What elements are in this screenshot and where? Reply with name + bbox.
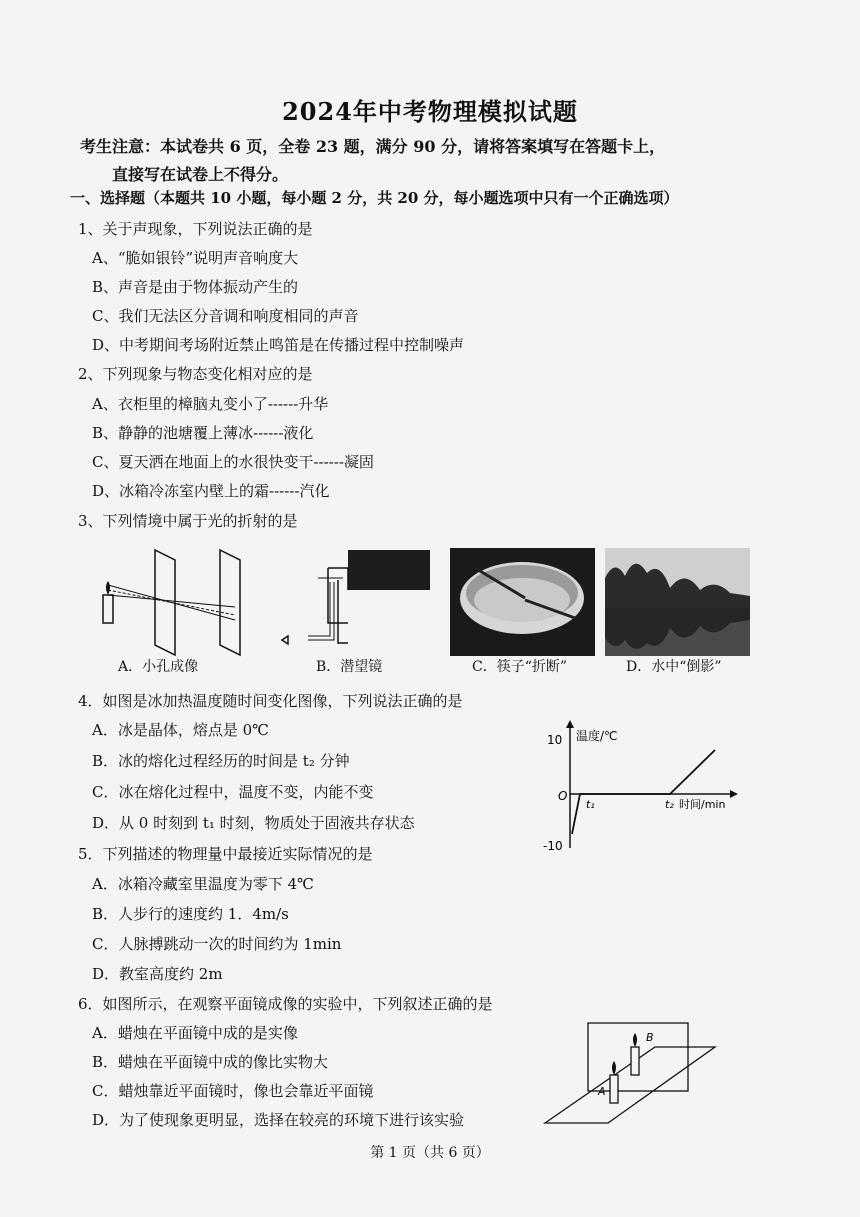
- temperature-time-graph: [525, 718, 765, 858]
- candle-a-label: A: [598, 1085, 606, 1098]
- question-4-option-d: D．从 0 时刻到 t₁ 时刻，物质处于固液共存状态: [92, 814, 415, 832]
- question-1-option-d: D、中考期间考场附近禁止鸣笛是在传播过程中控制噪声: [92, 336, 465, 354]
- question-4-option-b: B．冰的熔化过程经历的时间是 t₂ 分钟: [92, 752, 350, 770]
- graph-t2-label: t₂: [665, 798, 674, 811]
- notice-line-1: 考生注意：本试卷共 6 页，全卷 23 题，满分 90 分，请将答案填写在答题卡上，: [80, 137, 666, 156]
- question-6-option-d: D．为了使现象更明显，选择在较亮的环境下进行该实验: [92, 1111, 465, 1129]
- figure-d-label: D．水中“倒影”: [626, 659, 722, 675]
- figure-c-label: C．筷子“折断”: [472, 659, 568, 675]
- question-1-option-b: B、声音是由于物体振动产生的: [92, 278, 299, 296]
- periscope-figure: [278, 548, 433, 658]
- question-1-title: 1、关于声现象，下列说法正确的是: [78, 220, 313, 238]
- question-4-title: 4．如图是冰加热温度随时间变化图像，下列说法正确的是: [78, 692, 463, 710]
- question-1-option-a: A、“脆如银铃”说明声音响度大: [92, 249, 299, 267]
- question-5-option-d: D．教室高度约 2m: [92, 965, 223, 983]
- plane-mirror-figure: [540, 1015, 725, 1130]
- notice-line-2: 直接写在试卷上不得分。: [112, 165, 289, 184]
- question-5-title: 5．下列描述的物理量中最接近实际情况的是: [78, 845, 373, 863]
- exam-notice: [80, 133, 800, 189]
- graph-y-top-tick: 10: [547, 733, 563, 747]
- candle-b-label: B: [646, 1031, 654, 1044]
- question-5-option-b: B．人步行的速度约 1．4m/s: [92, 905, 289, 923]
- graph-y-bottom-tick: -10: [543, 839, 563, 853]
- graph-x-axis-label: 时间/min: [679, 798, 726, 811]
- water-reflection-photo: [605, 548, 750, 656]
- question-5-option-c: C．人脉搏跳动一次的时间约为 1min: [92, 935, 342, 953]
- question-1-option-c: C、我们无法区分音调和响度相同的声音: [92, 307, 359, 325]
- question-5-option-a: A．冰箱冷藏室里温度为零下 4℃: [92, 875, 314, 893]
- page-footer: 第 1 页（共 6 页）: [370, 1145, 490, 1161]
- question-3-title: 3、下列情境中属于光的折射的是: [78, 512, 298, 530]
- graph-origin-label: O: [558, 789, 568, 803]
- question-4-option-a: A．冰是晶体，熔点是 0℃: [92, 721, 269, 739]
- pinhole-camera-figure: [95, 545, 255, 660]
- question-2-title: 2、下列现象与物态变化相对应的是: [78, 365, 313, 383]
- question-2-option-c: C、夏天洒在地面上的水很快变干------凝固: [92, 453, 374, 471]
- graph-y-axis-label: 温度/℃: [576, 729, 618, 743]
- section-heading: 一、选择题（本题共 10 小题，每小题 2 分，共 20 分，每小题选项中只有一个正确选项）: [70, 189, 679, 207]
- chopsticks-bowl-photo: [450, 548, 595, 656]
- question-6-title: 6．如图所示，在观察平面镜成像的实验中，下列叙述正确的是: [78, 995, 493, 1013]
- question-6-option-c: C．蜡烛靠近平面镜时，像也会靠近平面镜: [92, 1082, 374, 1100]
- question-2-option-a: A、衣柜里的樟脑丸变小了------升华: [92, 395, 329, 413]
- page-title: 2024年中考物理模拟试题: [282, 97, 578, 126]
- question-6-option-a: A．蜡烛在平面镜中成的是实像: [92, 1024, 298, 1042]
- question-4-option-c: C．冰在熔化过程中，温度不变，内能不变: [92, 783, 374, 801]
- question-6-option-b: B．蜡烛在平面镜中成的像比实物大: [92, 1053, 329, 1071]
- graph-t1-label: t₁: [586, 798, 595, 811]
- figure-a-label: A．小孔成像: [118, 659, 199, 675]
- question-2-option-b: B、静静的池塘覆上薄冰------液化: [92, 424, 314, 442]
- question-2-option-d: D、冰箱冷冻室内壁上的霜------汽化: [92, 482, 330, 500]
- figure-b-label: B．潜望镜: [316, 659, 383, 675]
